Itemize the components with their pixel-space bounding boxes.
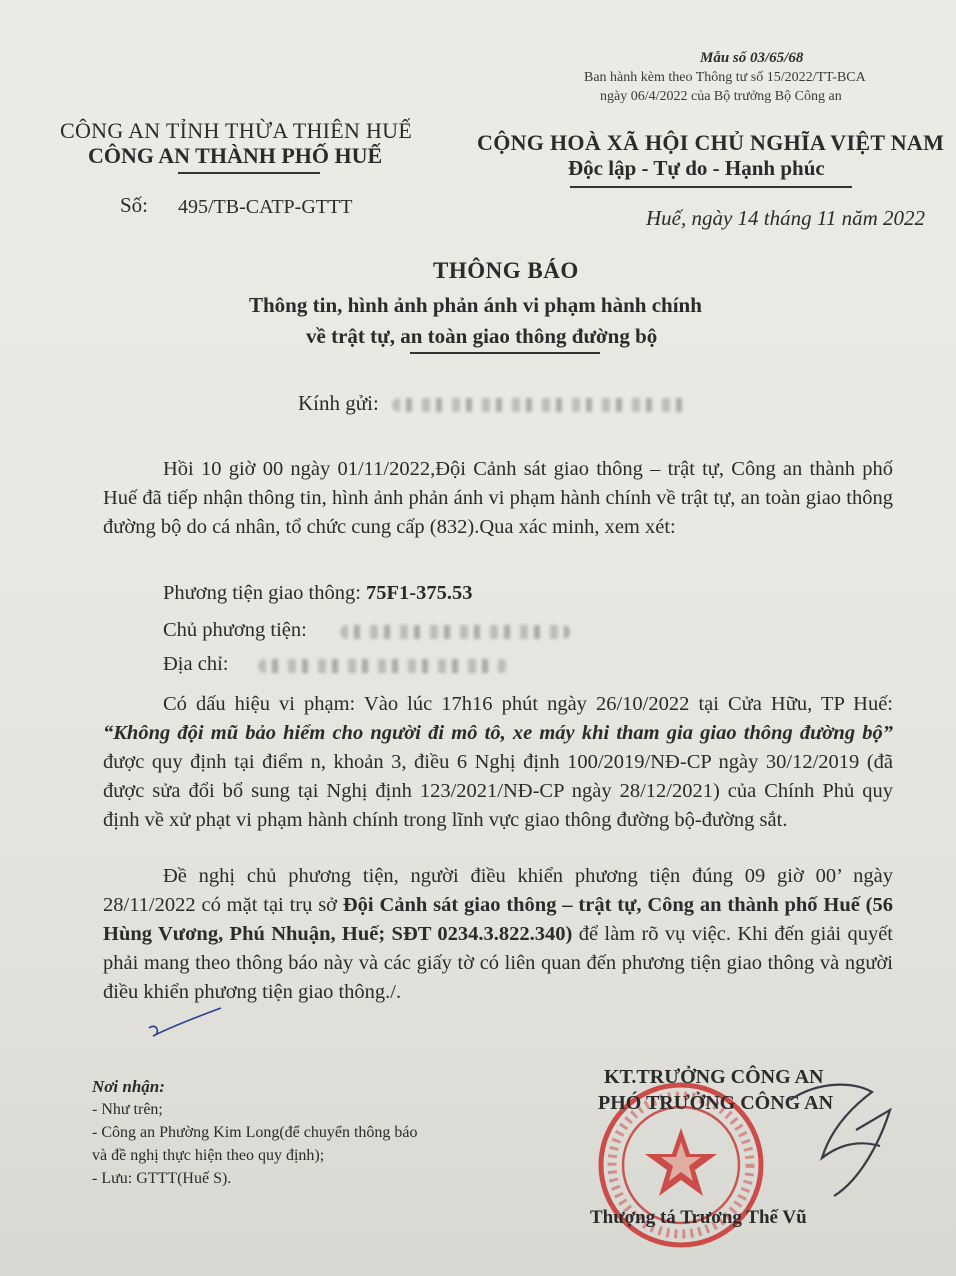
signer-title-line-2: PHÓ TRƯỞNG CÔNG AN — [598, 1092, 834, 1114]
subject-line-2: về trật tự, an toàn giao thông đường bộ — [306, 324, 658, 348]
recipient-item: - Lưu: GTTT(Huế S). — [92, 1170, 232, 1187]
request-place: Đội Cảnh sát giao thông – trật tự, Công an thành phố Huế (56 Hùng Vương, Phú Nhuận, Huế; SĐT 0234.3.822.340) — [103, 894, 893, 945]
addressee-label: Kính gửi: — [298, 391, 379, 415]
violation-text: “Không đội mũ bảo hiểm cho người đi mô tô, xe máy khi tham gia giao thông đường bộ” — [103, 722, 893, 744]
place-date: Huế, ngày 14 tháng 11 năm 2022 — [646, 206, 925, 230]
document-number-label: Số: — [120, 193, 149, 217]
address-line — [163, 653, 228, 676]
subject-line-1: Thông tin, hình ảnh phản ánh vi phạm hành chính — [249, 293, 702, 317]
agency-parent: CÔNG AN TỈNH THỪA THIÊN HUẾ — [60, 118, 413, 143]
signer-title-line-1: KT.TRƯỞNG CÔNG AN — [604, 1066, 824, 1088]
owner-line — [163, 619, 307, 642]
redacted-addressee — [392, 398, 692, 412]
motto-underline — [570, 186, 852, 188]
agency-name: CÔNG AN THÀNH PHỐ HUẾ — [88, 143, 383, 168]
owner-label: Chủ phương tiện: — [163, 619, 307, 641]
form-number: Mẫu số 03/65/68 — [700, 50, 804, 66]
address-label: Địa chỉ: — [163, 653, 229, 675]
paragraph-violation — [103, 690, 893, 835]
document-title: THÔNG BÁO — [433, 258, 579, 283]
national-motto: Độc lập - Tự do - Hạnh phúc — [568, 156, 825, 180]
form-issued-line-1: Ban hành kèm theo Thông tư số 15/2022/TT-BCA — [584, 70, 866, 85]
nation-title: CỘNG HOÀ XÃ HỘI CHỦ NGHĨA VIỆT NAM — [477, 130, 945, 155]
vehicle-plate: 75F1-375.53 — [366, 582, 473, 604]
violation-intro: Có dấu hiệu vi phạm: Vào lúc 17h16 phút ngày 26/10/2022 tại Cửa Hữu, TP Huế: — [163, 693, 893, 715]
vehicle-label: Phương tiện giao thông: — [163, 582, 367, 604]
paragraph-intro-text: Hồi 10 giờ 00 ngày 01/11/2022,Đội Cảnh sát giao thông – trật tự, Công an thành phố Huế đã tiếp nhận thông tin, hình ảnh phản ánh vi phạm hành chính về trật tự, an toàn giao thông đường bộ do cá nhân, tổ chức cung cấp (832).Qua xác minh, xem xét: — [103, 458, 893, 538]
paragraph-request — [103, 862, 893, 1007]
recipient-item: và đề nghị thực hiện theo quy định); — [92, 1147, 325, 1164]
paragraph-intro — [103, 455, 893, 542]
recipient-item: - Công an Phường Kim Long(để chuyển thông báo — [92, 1124, 418, 1141]
pen-mark — [143, 1000, 233, 1040]
subject-underline — [410, 352, 600, 354]
agency-underline — [178, 172, 320, 174]
recipient-item: - Như trên; — [92, 1101, 163, 1118]
request-intro: Đề nghị chủ phương tiện, người điều khiển phương tiện đúng 09 giờ 00’ ngày 28/11/2022 có mặt tại trụ sở — [103, 865, 893, 916]
recipients-title: Nơi nhận: — [92, 1077, 165, 1096]
document-number: 495/TB-CATP-GTTT — [178, 196, 353, 218]
violation-rest: được quy định tại điểm n, khoản 3, điều 6 Nghị định 100/2019/NĐ-CP ngày 30/12/2019 (đã được sửa đổi bổ sung tại Nghị định 123/2021/NĐ-CP ngày 28/12/2021) của Chính Phủ quy định về xử phạt vi phạm hành chính trong lĩnh vực giao thông đường bộ-đường sắt. — [103, 751, 893, 831]
form-issued-line-2: ngày 06/4/2022 của Bộ trưởng Bộ Công an — [600, 89, 842, 104]
redacted-owner — [340, 625, 570, 639]
vehicle-line — [163, 582, 473, 605]
signer-name: Thượng tá Trương Thế Vũ — [590, 1207, 807, 1228]
request-rest: để làm rõ vụ việc. Khi đến giải quyết phải mang theo thông báo này và các giấy tờ có liên quan đến phương tiện giao thông và người điều khiển phương tiện giao thông./. — [103, 923, 893, 1003]
redacted-address — [258, 659, 508, 673]
handwritten-signature-icon — [760, 1070, 910, 1210]
